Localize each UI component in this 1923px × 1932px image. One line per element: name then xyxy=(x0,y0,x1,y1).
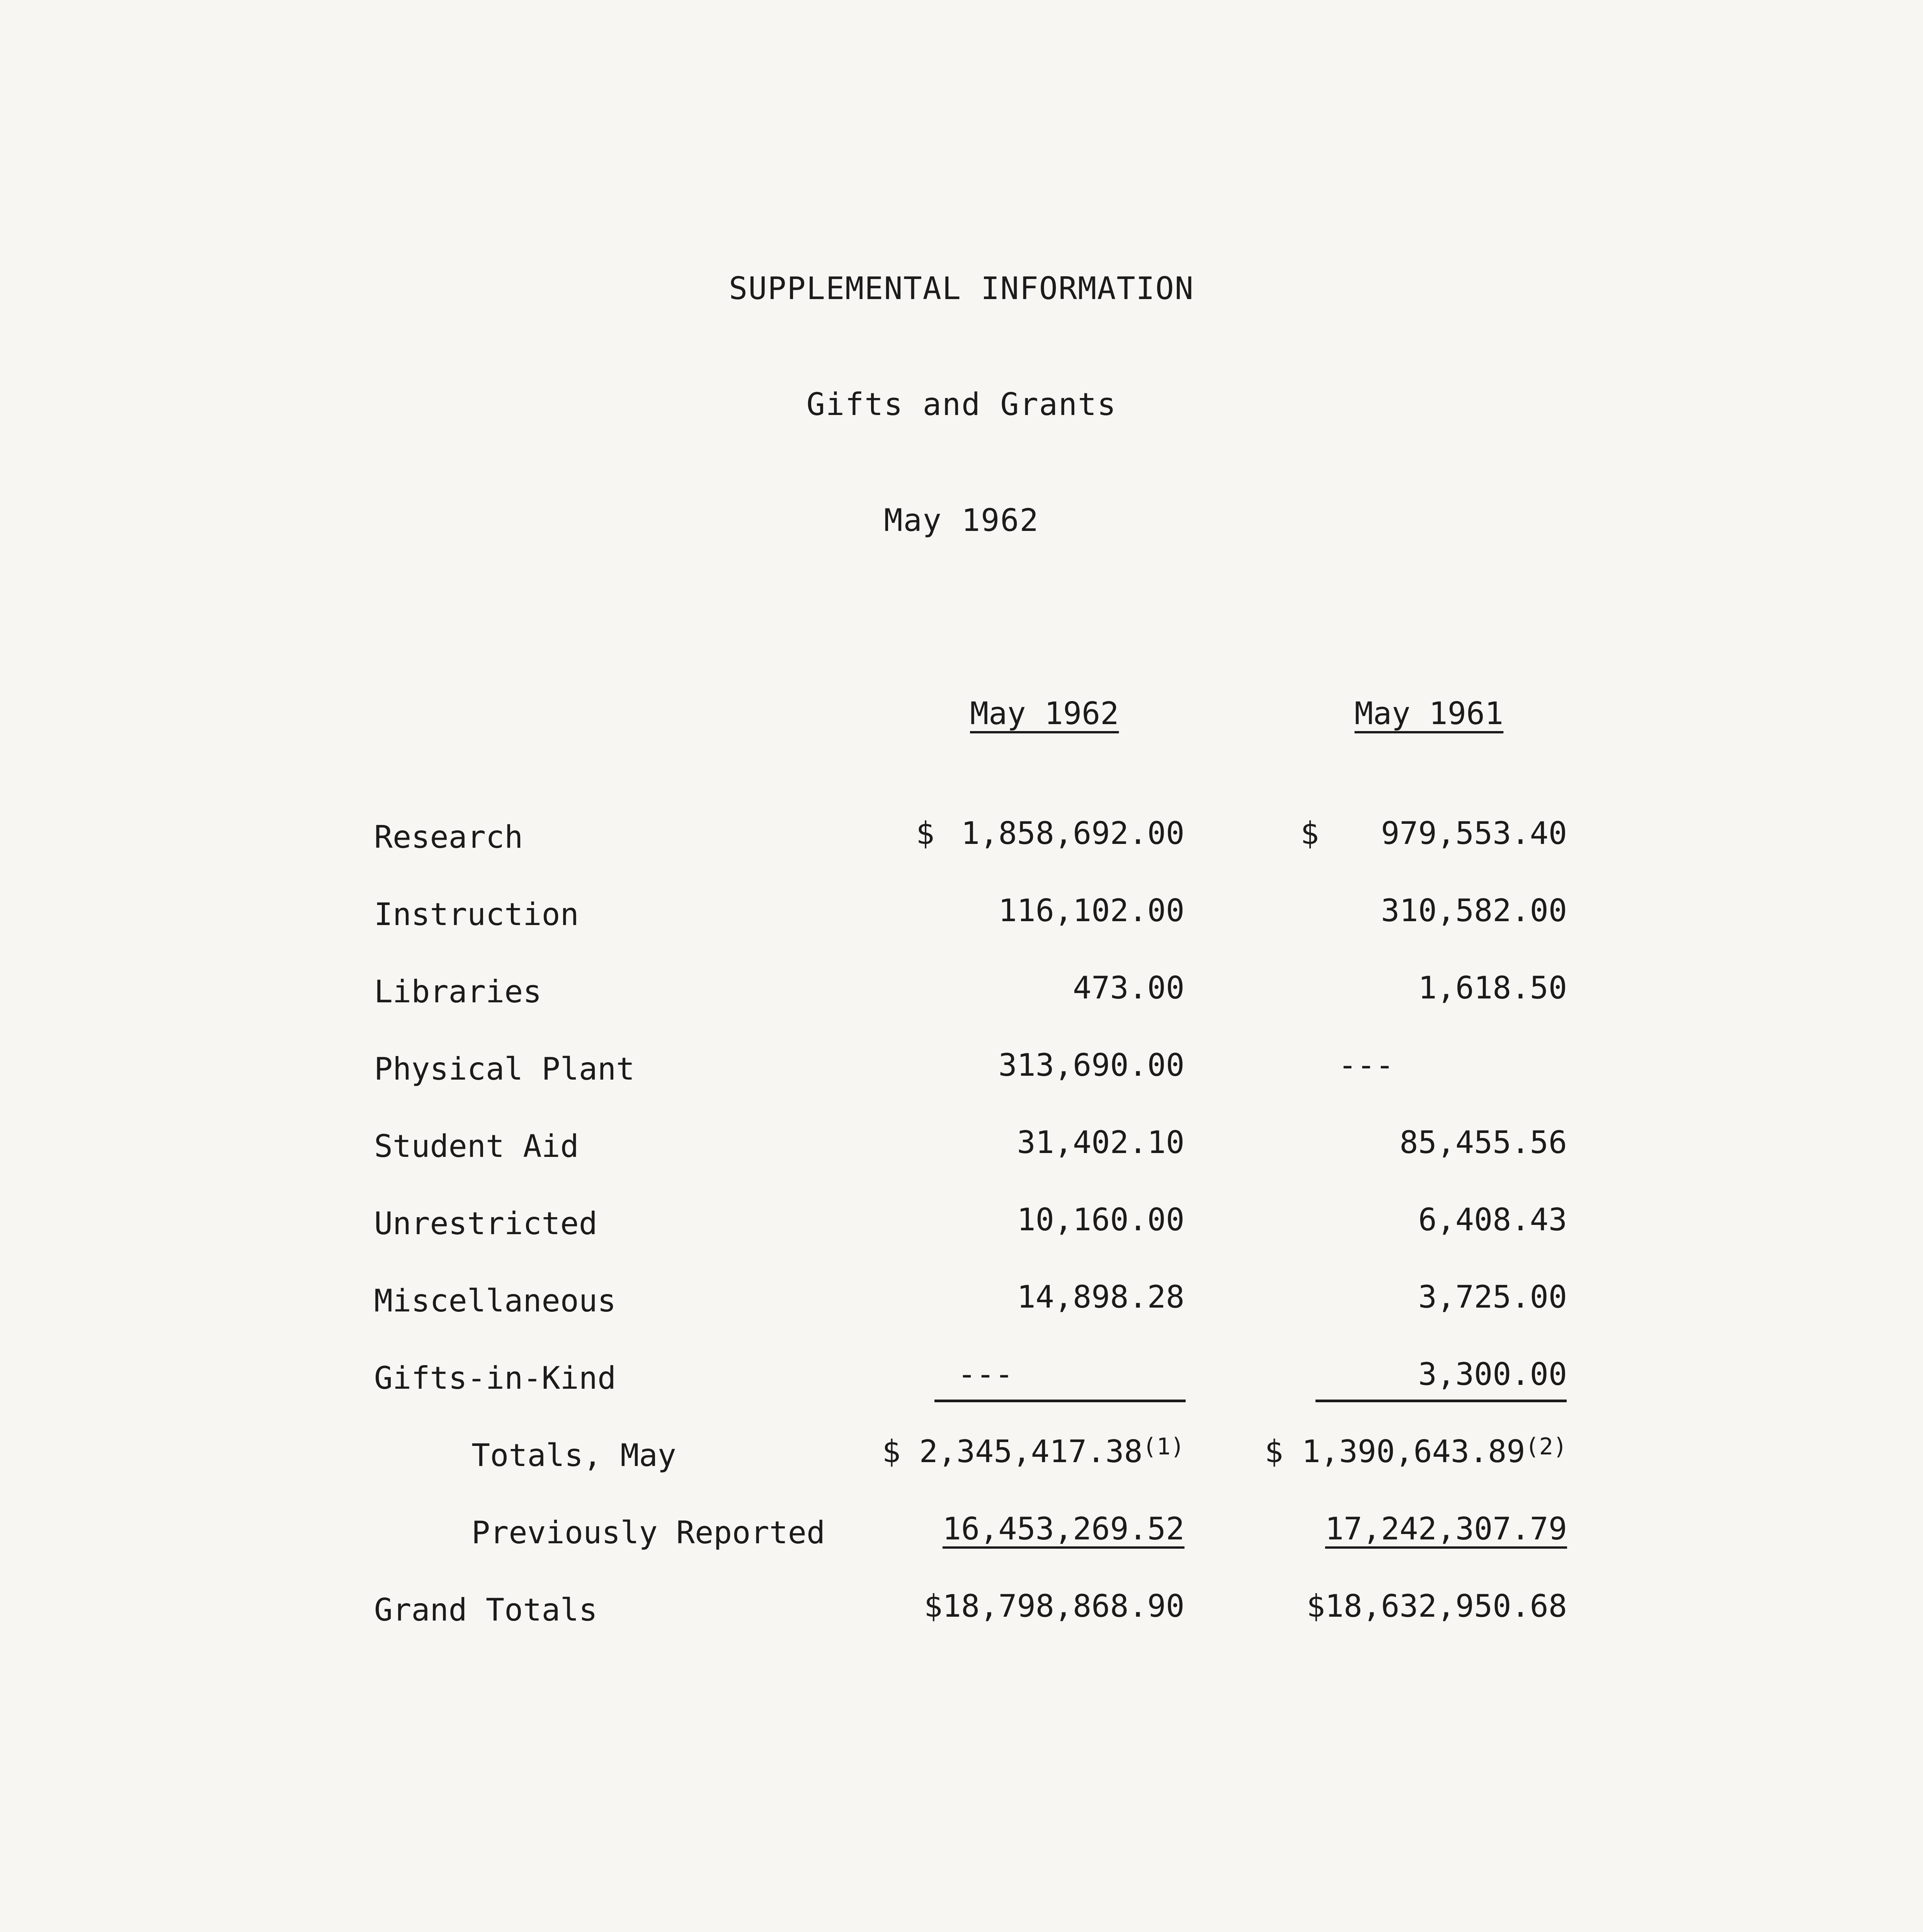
subtotal-rule xyxy=(934,1400,1186,1402)
grand-totals-1961: $18,632,950.68 xyxy=(1306,1588,1567,1624)
grand-totals-label: Grand Totals xyxy=(374,1592,597,1628)
document-period: May 1962 xyxy=(884,502,1039,538)
value-1962: 473.00 xyxy=(1073,970,1184,1006)
document-subtitle: Gifts and Grants xyxy=(806,386,1117,422)
value-1961: 3,725.00 xyxy=(1418,1279,1567,1315)
row-label: Libraries xyxy=(374,974,542,1010)
footnote-ref-1: (1) xyxy=(1142,1433,1184,1460)
previously-reported-1962: 16,453,269.52 xyxy=(942,1511,1184,1547)
previously-reported-label: Previously Reported xyxy=(471,1515,825,1551)
row-label: Gifts-in-Kind xyxy=(374,1360,616,1396)
value-1961: 310,582.00 xyxy=(1381,893,1567,929)
currency-symbol: $ xyxy=(916,815,935,851)
totals-may-label: Totals, May xyxy=(471,1437,676,1473)
value-1961: 85,455.56 xyxy=(1399,1124,1567,1160)
column-header-1962: May 1962 xyxy=(970,696,1119,731)
totals-may-1961: $ 1,390,643.89$^{(2)}$ xyxy=(1264,1433,1567,1469)
value-1961: --- xyxy=(1338,1047,1394,1083)
row-label: Research xyxy=(374,819,523,855)
value-1962: 31,402.10 xyxy=(1017,1124,1184,1160)
subtotal-rule xyxy=(1315,1400,1567,1402)
row-label: Physical Plant xyxy=(374,1051,635,1087)
value-1962: 313,690.00 xyxy=(998,1047,1184,1083)
value-1962: 116,102.00 xyxy=(998,893,1184,929)
currency-symbol: $ xyxy=(1300,815,1319,851)
previously-reported-1961: 17,242,307.79 xyxy=(1325,1511,1567,1547)
row-label: Unrestricted xyxy=(374,1206,597,1242)
value-1962: 10,160.00 xyxy=(1017,1202,1184,1238)
footnote-ref-2: (2) xyxy=(1525,1433,1567,1460)
value-1962: --- xyxy=(957,1356,1014,1392)
row-label: Instruction xyxy=(374,896,579,932)
value-1961: 1,618.50 xyxy=(1418,970,1567,1006)
totals-may-1962: $ 2,345,417.38$^{(1)}$ xyxy=(882,1433,1184,1469)
document-title: SUPPLEMENTAL INFORMATION xyxy=(729,270,1194,306)
value-1961: 3,300.00 xyxy=(1418,1356,1567,1392)
value-1961: 6,408.43 xyxy=(1418,1202,1567,1238)
value-1962: 1,858,692.00 xyxy=(961,815,1184,851)
value-1962: 14,898.28 xyxy=(1017,1279,1184,1315)
value-1961: 979,553.40 xyxy=(1381,815,1567,851)
row-label: Miscellaneous xyxy=(374,1283,616,1319)
grand-totals-1962: $18,798,868.90 xyxy=(924,1588,1184,1624)
row-label: Student Aid xyxy=(374,1128,579,1164)
column-header-1961: May 1961 xyxy=(1355,696,1504,731)
